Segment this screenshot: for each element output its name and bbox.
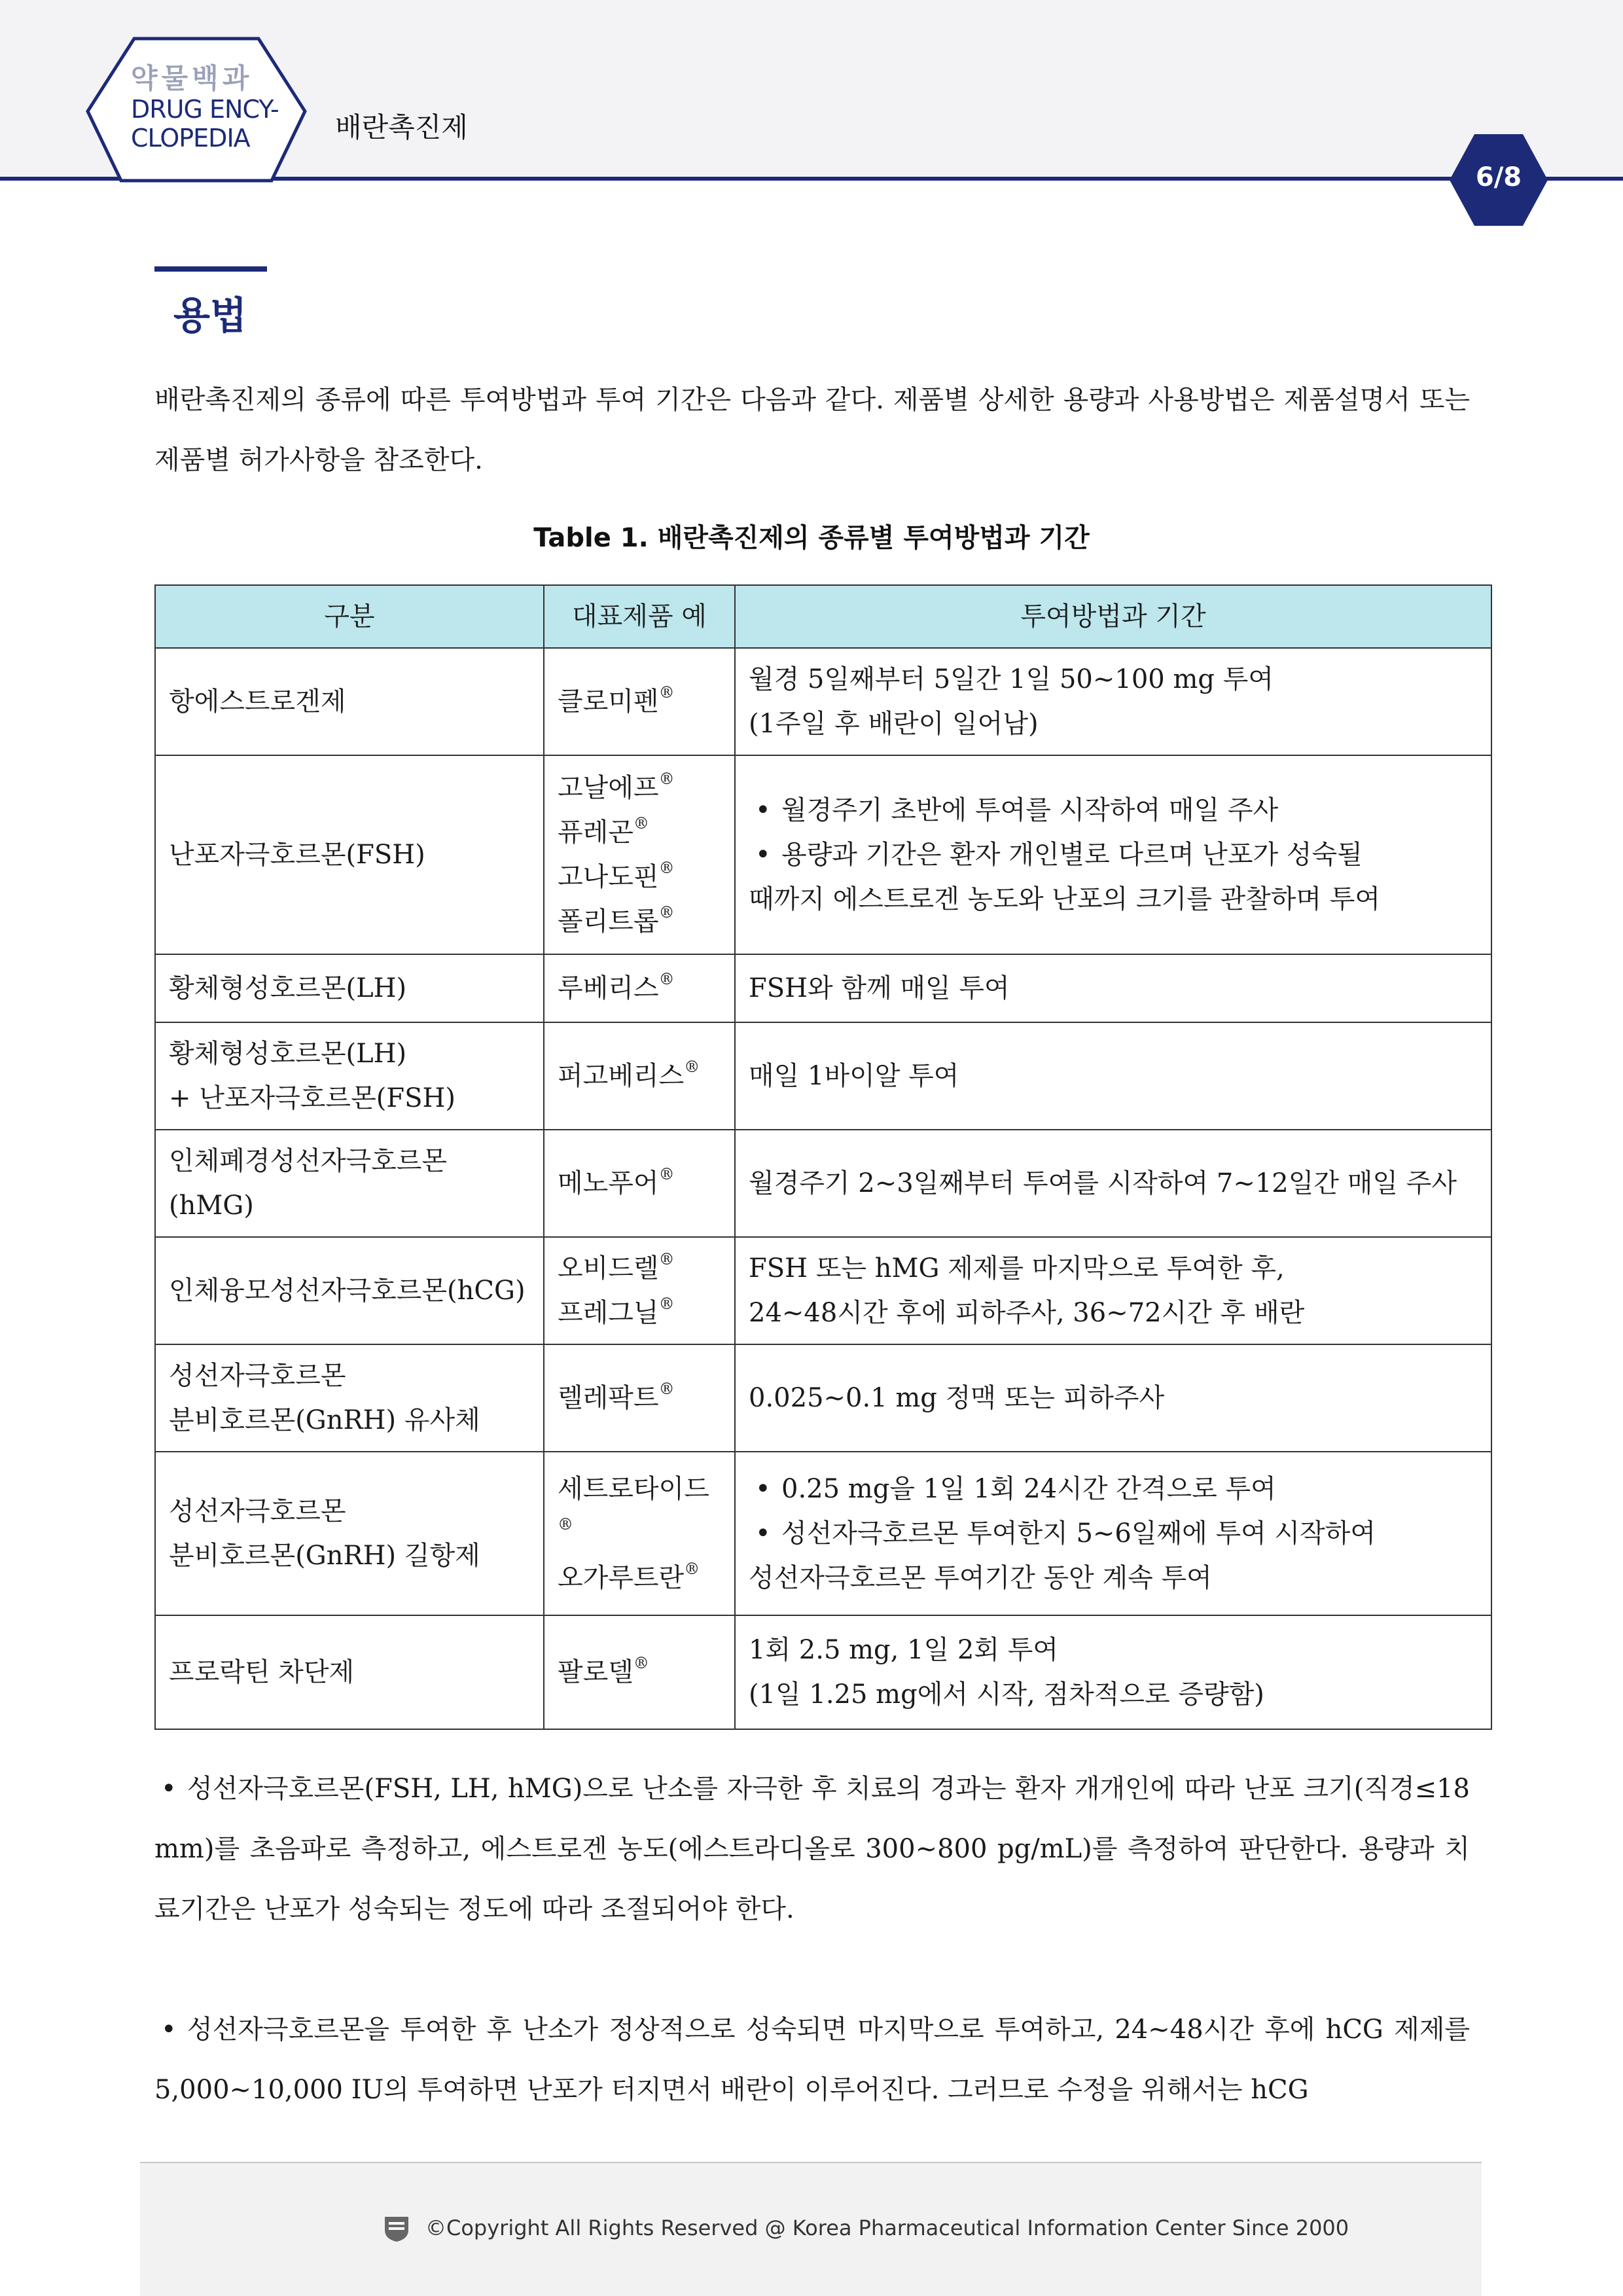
product-label: 오비드렐 [558, 1253, 659, 1283]
cell-category [155, 648, 544, 755]
cell-product [544, 1022, 735, 1130]
logo-english-line1: DRUG ENCY- [131, 95, 279, 124]
product-name [558, 899, 721, 944]
method-bullet: • 성선자극호르몬 투여한지 5~6일째에 투여 시작하여 [749, 1511, 1478, 1556]
intro-paragraph: 배란촉진제의 종류에 따른 투여방법과 투여 기간은 다음과 같다. 제품별 상세한 용량과 사용방법은 제품설명서 또는 제품별 허가사항을 참조한다. [154, 385, 1470, 475]
cell-product [544, 1237, 735, 1344]
product-label: 루베리스 [558, 973, 659, 1003]
product-name [558, 1246, 721, 1291]
logo-korean: 약물백과 [131, 62, 253, 94]
cell-method [735, 648, 1491, 755]
table-row [155, 755, 1491, 954]
method-line: (1일 1.25 mg에서 시작, 점차적으로 증량함) [749, 1679, 1264, 1710]
header-product: 대표제품 예 [544, 585, 735, 648]
cell-method [735, 954, 1491, 1022]
method-bullet: • 용량과 기간은 환자 개인별로 다르며 난포가 성숙될 [749, 833, 1478, 877]
category-line: 난포자극호르몬(FSH) [169, 840, 425, 870]
header-method: 투여방법과 기간 [735, 585, 1491, 648]
method-line: 1회 2.5 mg, 1일 2회 투여 [749, 1635, 1058, 1665]
product-label: 클로미펜 [558, 687, 659, 717]
registered-mark: ® [684, 1560, 700, 1578]
product-name [558, 1376, 721, 1420]
product-label: 팔로델 [558, 1657, 633, 1687]
product-name [558, 810, 721, 855]
product-name [558, 1467, 721, 1556]
product-name [558, 766, 721, 810]
registered-mark: ® [658, 859, 675, 877]
registered-mark: ® [658, 903, 675, 922]
page-number: 6/8 [1475, 162, 1522, 192]
table-row [155, 648, 1491, 755]
cell-method [735, 1022, 1491, 1130]
method-line: 24~48시간 후에 피하주사, 36~72시간 후 배란 [749, 1298, 1305, 1328]
cell-product [544, 1452, 735, 1615]
bullet-icon [154, 2015, 187, 2045]
registered-mark: ® [658, 770, 675, 788]
category-line: 프로락틴 차단제 [169, 1657, 355, 1687]
footer-copyright: ©Copyright All Rights Reserved @ Korea Pharmaceutical Information Center Since 2000 [425, 2215, 1349, 2240]
registered-mark: ® [633, 814, 649, 833]
cell-method [735, 1452, 1491, 1615]
method-line: 성선자극호르몬 투여기간 동안 계속 투여 [749, 1563, 1212, 1593]
product-name [558, 679, 721, 724]
method-line: 0.025~0.1 mg 정맥 또는 피하주사 [749, 1383, 1165, 1413]
logo [131, 62, 288, 152]
cell-method [735, 755, 1491, 954]
category-line: 성선자극호르몬 [169, 1496, 346, 1526]
product-label: 프레그닐 [558, 1298, 659, 1328]
category-line: 황체형성호르몬(LH) [169, 973, 407, 1003]
category-line: 황체형성호르몬(LH) [169, 1039, 407, 1069]
method-line: FSH 또는 hMG 제제를 마지막으로 투여한 후, [749, 1253, 1285, 1283]
cell-product [544, 1615, 735, 1729]
table-row [155, 954, 1491, 1022]
cell-category [155, 1130, 544, 1237]
table-row [155, 1022, 1491, 1130]
registered-mark: ® [684, 1058, 700, 1076]
method-line: FSH와 함께 매일 투여 [749, 973, 1010, 1003]
cell-category [155, 755, 544, 954]
product-name [558, 1650, 721, 1695]
product-label: 세트로타이드 [558, 1474, 709, 1504]
table-caption: Table 1. 배란촉진제의 종류별 투여방법과 기간 [533, 523, 1090, 553]
registered-mark: ® [658, 970, 675, 988]
category-line: 항에스트로겐제 [169, 687, 346, 717]
table-row [155, 1237, 1491, 1344]
footer-emblem-icon [382, 2214, 411, 2243]
note-text: 성선자극호르몬(FSH, LH, hMG)으로 난소를 자극한 후 치료의 경과는 환자 개개인에 따라 난포 크기(직경≤18 mm)를 초음파로 측정하고, 에스트로겐 농도(에스트라디올로 300~800 pg/mL)를 측정하여 판단한다. 용량과 치료기간은 난포가 성숙되는 정도에 따라 조절되어야 한다. [154, 1774, 1470, 1924]
method-bullet: • 월경주기 초반에 투여를 시작하여 매일 주사 [749, 788, 1478, 833]
registered-mark: ® [558, 1515, 573, 1534]
product-label: 고날에프 [558, 773, 659, 803]
cell-method [735, 1130, 1491, 1237]
cell-product [544, 755, 735, 954]
category-line: + 난포자극호르몬(FSH) [169, 1083, 455, 1113]
product-name [558, 1054, 721, 1098]
section-title: 용법 [173, 293, 247, 338]
product-label: 고나도핀 [558, 862, 659, 892]
cell-category [155, 1452, 544, 1615]
method-line: 월경 5일째부터 5일간 1일 50~100 mg 투여 [749, 664, 1274, 694]
cell-method [735, 1615, 1491, 1729]
category-line: 인체융모성선자극호르몬(hCG) [169, 1276, 526, 1306]
header-category: 구분 [155, 585, 544, 648]
cell-category [155, 1022, 544, 1130]
product-label: 렐레팍트 [558, 1383, 659, 1413]
table-header-row [155, 585, 1491, 648]
bullet-icon [154, 1774, 187, 1804]
dosage-table [154, 584, 1492, 1730]
product-label: 메노푸어 [558, 1168, 659, 1198]
product-name [558, 1291, 721, 1335]
cell-method [735, 1344, 1491, 1452]
method-line: 월경주기 2~3일째부터 투여를 시작하여 7~12일간 매일 주사 [749, 1168, 1457, 1198]
product-name [558, 1161, 721, 1206]
section-accent-bar [154, 266, 267, 272]
product-label: 오가루트란 [558, 1563, 685, 1593]
registered-mark: ® [658, 1165, 675, 1183]
product-label: 퍼고베리스 [558, 1061, 685, 1091]
product-name [558, 966, 721, 1011]
table-row [155, 1130, 1491, 1237]
cell-product [544, 1344, 735, 1452]
product-name [558, 1556, 721, 1600]
registered-mark: ® [658, 1380, 675, 1398]
note-text: 성선자극호르몬을 투여한 후 난소가 정상적으로 성숙되면 마지막으로 투여하고, 24~48시간 후에 hCG 제제를 5,000~10,000 IU의 투여하면 난포가 터지면서 배란이 이루어진다. 그러므로 수정을 위해서는 hCG [154, 2015, 1470, 2105]
cell-product [544, 1130, 735, 1237]
cell-method [735, 1237, 1491, 1344]
registered-mark: ® [658, 1295, 675, 1313]
method-line: (1주일 후 배란이 일어남) [749, 709, 1039, 739]
table-row [155, 1615, 1491, 1729]
product-label: 퓨레곤 [558, 817, 633, 848]
registered-mark: ® [658, 683, 675, 702]
cell-category [155, 1237, 544, 1344]
cell-category [155, 954, 544, 1022]
method-line: 때까지 에스트로겐 농도와 난포의 크기를 관찰하며 투여 [749, 884, 1381, 914]
product-name [558, 855, 721, 899]
note-paragraph-1 [154, 1759, 1470, 1939]
cell-product [544, 954, 735, 1022]
registered-mark: ® [633, 1654, 649, 1672]
logo-english-line2: CLOPEDIA [131, 124, 250, 152]
category-line: 성선자극호르몬 [169, 1361, 346, 1391]
document-title: 배란촉진제 [335, 111, 468, 143]
note-paragraph-2 [154, 2000, 1470, 2120]
category-line: 분비호르몬(GnRH) 길항제 [169, 1541, 480, 1571]
table-row [155, 1452, 1491, 1615]
cell-category [155, 1344, 544, 1452]
cell-category [155, 1615, 544, 1729]
cell-product [544, 648, 735, 755]
registered-mark: ® [658, 1250, 675, 1268]
method-line: 매일 1바이알 투여 [749, 1061, 959, 1091]
table-row [155, 1344, 1491, 1452]
category-line: 분비호르몬(GnRH) 유사체 [169, 1405, 480, 1435]
product-label: 폴리트롭 [558, 906, 659, 937]
category-line: 인체폐경성선자극호르몬(hMG) [169, 1146, 448, 1221]
method-bullet: • 0.25 mg을 1일 1회 24시간 간격으로 투여 [749, 1467, 1478, 1511]
